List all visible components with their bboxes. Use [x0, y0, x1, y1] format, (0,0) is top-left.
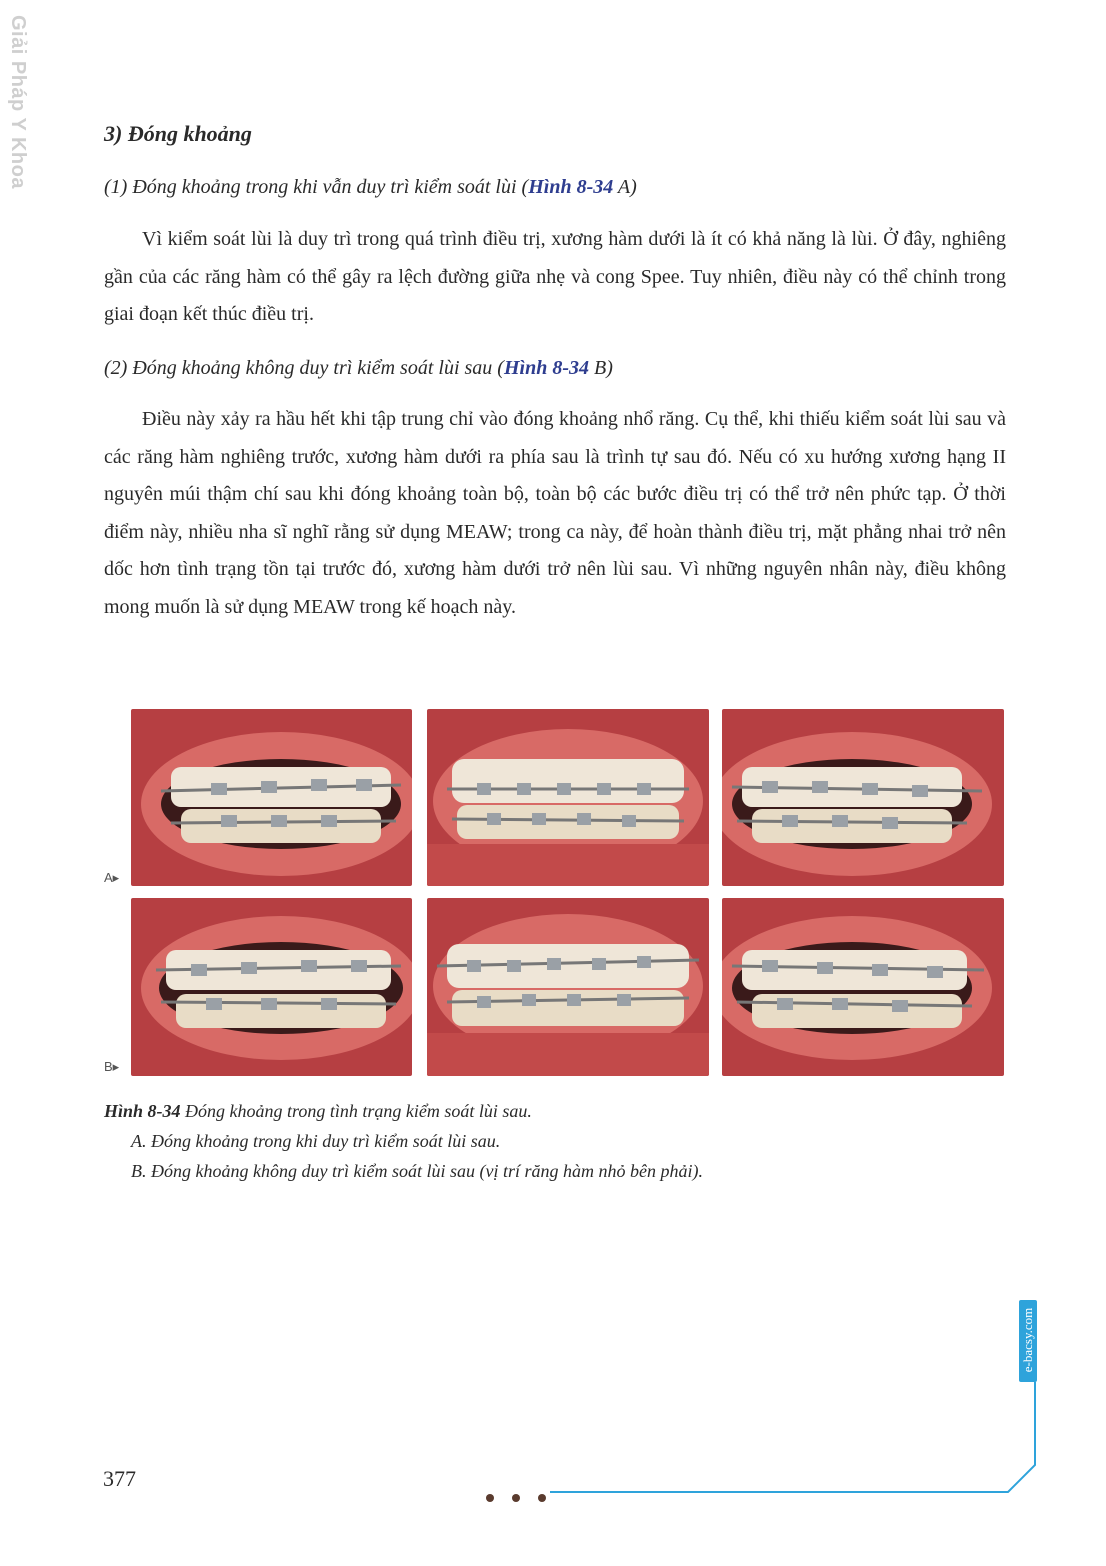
intraoral-photo-icon — [427, 709, 709, 886]
dot-icon — [486, 1494, 494, 1502]
figure-caption — [104, 1096, 703, 1186]
intraoral-photo-icon — [131, 709, 412, 886]
intraoral-photo-icon — [722, 709, 1004, 886]
subheading-2 — [104, 357, 613, 380]
footer-dots — [486, 1489, 564, 1507]
dot-icon — [538, 1494, 546, 1502]
figure-reference-link[interactable]: Hình 8-34 — [503, 357, 589, 379]
subheading-2-prefix: (2) Đóng khoảng không duy trì kiểm soát lùi sau ( — [104, 357, 504, 379]
figure-reference-link[interactable]: Hình 8-34 — [528, 176, 614, 198]
photo-a-frontal — [427, 709, 709, 886]
caption-title: Đóng khoảng trong tình trạng kiểm soát lùi sau. — [180, 1101, 532, 1121]
intraoral-photo-icon — [131, 898, 412, 1076]
photo-a-right-lateral — [131, 709, 412, 886]
footer-decor-line — [540, 1380, 1040, 1500]
caption-label: Hình 8-34 — [104, 1101, 181, 1121]
section-heading: 3) Đóng khoảng — [104, 121, 252, 146]
photo-b-frontal — [427, 898, 709, 1076]
photo-b-right-lateral — [131, 898, 412, 1076]
caption-a: A. Đóng khoảng trong khi duy trì kiểm soát lùi sau. — [131, 1131, 501, 1151]
intraoral-photo-icon — [427, 898, 709, 1076]
side-watermark: Giải Pháp Y Khoa — [7, 15, 29, 189]
photo-b-left-lateral — [722, 898, 1004, 1076]
subheading-2-suffix: B) — [588, 357, 613, 379]
paragraph-2: Điều này xảy ra hầu hết khi tập trung chỉ vào đóng khoảng nhổ răng. Cụ thể, khi thiếu kiểm soát lùi sau và các răng hàm nghiêng trước, xương hàm dưới ra phía sau là trình tự sau đó. Nếu có xu hướng xương hạng II nguyên múi thậm chí sau khi đóng khoảng toàn bộ, toàn bộ các bước điều trị có thể trở nên phức tạp. Ở thời điểm này, nhiều nha sĩ nghĩ rằng sử dụng MEAW; trong ca này, để hoàn thành điều trị, mặt phẳng nhai trở nên dốc hơn tình trạng tồn tại trước đó, xương hàm dưới trở nên lùi sau. Vì những nguyên nhân này, điều không mong muốn là sử dụng MEAW trong kế hoạch này. — [104, 408, 1006, 618]
brand-tab — [1019, 1300, 1037, 1382]
intraoral-photo-icon — [722, 898, 1004, 1076]
page-number: 377 — [103, 1466, 136, 1491]
brand-text: e-bacsy.com — [1020, 1307, 1035, 1373]
panel-b-label: B▸ — [104, 1059, 120, 1074]
dot-icon — [512, 1494, 520, 1502]
subheading-1-prefix: (1) Đóng khoảng trong khi vẫn duy trì kiểm soát lùi ( — [104, 176, 529, 198]
panel-a-label: A▸ — [104, 870, 120, 885]
photo-a-left-lateral — [722, 709, 1004, 886]
paragraph-1: Vì kiểm soát lùi là duy trì trong quá trình điều trị, xương hàm dưới là ít có khả năng là lùi. Ở đây, nghiêng gần của các răng hàm có thể gây ra lệch đường giữa nhẹ và cong Spee. Tuy nhiên, điều này có thể chỉnh trong giai đoạn kết thúc điều trị. — [104, 228, 1006, 325]
caption-b: B. Đóng khoảng không duy trì kiểm soát lùi sau (vị trí răng hàm nhỏ bên phải). — [131, 1161, 703, 1181]
subheading-1 — [104, 176, 637, 199]
subheading-1-suffix: A) — [613, 176, 637, 198]
